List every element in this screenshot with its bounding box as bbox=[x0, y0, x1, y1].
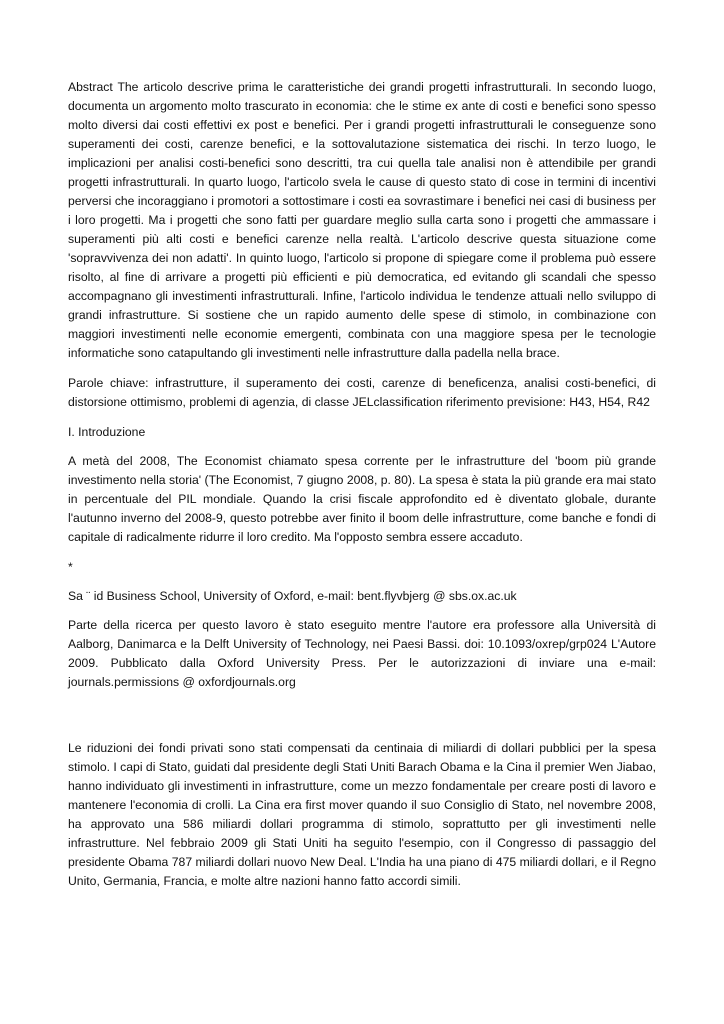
research-note: Parte della ricerca per questo lavoro è stato eseguito mentre l'autore era professore alla Università di Aalborg, Danimarca e la Delft University of Technology, nei Paesi Bassi. doi: 10.1093/oxrep/grp024 L'Autore 2009. Pubblicato dalla Oxford University Press. Per le autorizzazioni di inviare una e-mail: journals.permissions @ oxfordjournals.org bbox=[68, 618, 656, 689]
intro-paragraph: A metà del 2008, The Economist chiamato spesa corrente per le infrastrutture del 'boom più grande investimento nella storia' (The Economist, 7 giugno 2008, p. 80). La spesa è stata la più grande era mai stato in percentuale del PIL mondiale. Quando la crisi fiscale approfondito ed è diventato globale, durante l'autunno inverno del 2008-9, questo potrebbe aver finito il boom delle infrastrutture, come banche e fondi di capitale di radicalmente ridurre il loro credito. Ma l'opposto sembra essere accaduto. bbox=[68, 454, 656, 544]
body-paragraph: Le riduzioni dei fondi privati sono stati compensati da centinaia di miliardi di dollari pubblici per la spesa stimolo. I capi di Stato, guidati dal presidente degli Stati Uniti Barach Obama e la Cina il premier Wen Jiabao, hanno individuato gli investimenti in infrastrutture, come un mezzo fondamentale per creare posti di lavoro e mantenere l'economia di crolli. La Cina era first mover quando il suo Consiglio di Stato, nel novembre 2008, ha approvato una 586 miliardi dollari programma di stimolo, soprattutto per gli investimenti nelle infrastrutture. Nel febbraio 2009 gli Stati Uniti ha seguito l'esempio, con il Congresso di passaggio del presidente Obama 787 miliardi dollari nuovo New Deal. L'India ha una piano di 475 miliardi dollari, e il Regno Unito, Germania, Francia, e molte altre nazioni hanno fatto accordi simili. bbox=[68, 741, 656, 888]
author-affiliation: Sa ¨ id Business School, University of Oxford, e-mail: bent.flyvbjerg @ sbs.ox.ac.uk bbox=[68, 589, 517, 603]
document-page bbox=[68, 78, 656, 891]
abstract-paragraph: Abstract The articolo descrive prima le caratteristiche dei grandi progetti infrastrutturali. In secondo luogo, documenta un argomento molto trascurato in economia: che le stime ex ante di costi e benefici sono spesso molto diversi dai costi effettivi ex post e benefici. Per i grandi progetti infrastrutturali le conseguenze sono superamenti dei costi, carenze benefici, e la sottovalutazione sistematica dei rischi. In terzo luogo, le implicazioni per analisi costi-benefici sono descritti, tra cui quella tale analisi non è attendibile per grandi progetti infrastrutturali. In quarto luogo, l'articolo svela le cause di questo stato di cose in termini di incentivi perversi che incoraggiano i promotori a sottostimare i costi ea sovrastimare i benefici nei casi di business per i loro progetti. Ma i progetti che sono fatti per guardare meglio sulla carta sono i progetti che ammassare i superamenti più alti costi e benefici carenze nella realtà. L'articolo descrive questa situazione come 'sopravvivenza dei non adatti'. In quinto luogo, l'articolo si propone di spiegare come il problema può essere risolto, al fine di arrivare a progetti più efficienti e più democratica, ed evitando gli scandali che spesso accompagnano gli investimenti infrastrutturali. Infine, l'articolo individua le tendenze attuali nello sviluppo di grandi infrastrutture. Si sostiene che un rapido aumento delle spese di stimolo, in combinazione con maggiori investimenti nelle economie emergenti, combinata con una maggiore spesa per le tecnologie informatiche sono catapultando gli investimenti nelle infrastrutture dalla padella nella brace. bbox=[68, 80, 656, 360]
footnote-marker: * bbox=[68, 560, 73, 574]
keywords-paragraph: Parole chiave: infrastrutture, il superamento dei costi, carenze di beneficenza, analisi costi-benefici, di distorsione ottimismo, problemi di agenzia, di classe JELclassification riferimento previsione: H43, H54, R42 bbox=[68, 376, 656, 409]
section-heading: I. Introduzione bbox=[68, 425, 146, 439]
